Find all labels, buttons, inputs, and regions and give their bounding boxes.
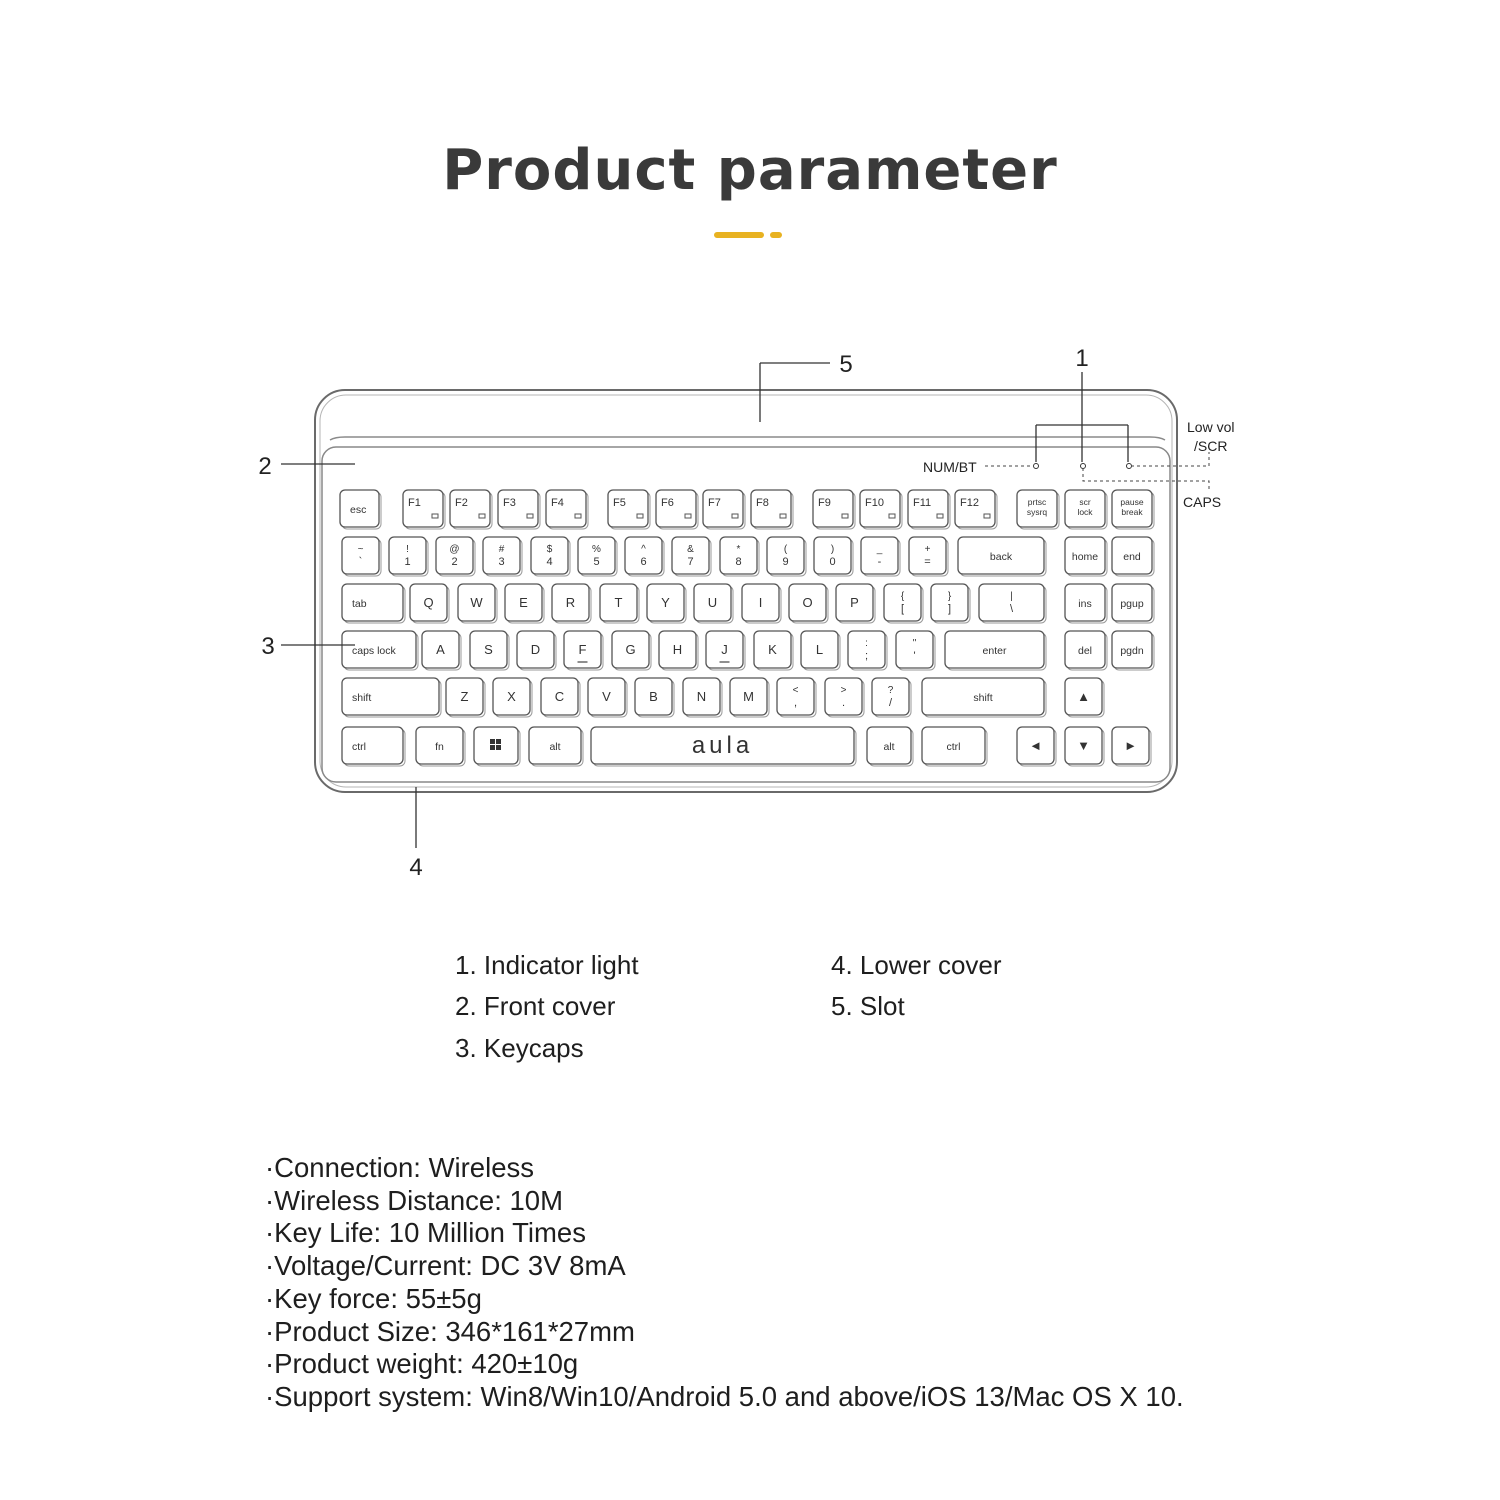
key-n [683, 678, 722, 717]
key-label: F9 [818, 497, 831, 509]
key-label: A [436, 642, 445, 657]
key-sym [777, 678, 816, 717]
key-label: alt [549, 741, 561, 753]
key-f [564, 631, 603, 670]
key-label-upper: ? [887, 685, 894, 696]
key-shift [922, 678, 1046, 717]
key-label-lower: ; [864, 650, 869, 662]
key-label: shift [352, 692, 372, 704]
key-label-lower: - [877, 556, 882, 568]
key-f4 [546, 490, 588, 529]
key-sym [861, 537, 900, 576]
key-f3 [498, 490, 540, 529]
key-ctrl [922, 727, 987, 766]
key-label: F2 [455, 497, 468, 509]
key-sym [342, 537, 381, 576]
key-label-upper: + [924, 544, 931, 555]
key-sym [1017, 727, 1056, 766]
key-p [836, 584, 875, 623]
key-label-lower: / [888, 697, 893, 709]
key-z [446, 678, 485, 717]
key-sym [848, 631, 887, 670]
key-b [635, 678, 674, 717]
spec-key-life: ·Key Life: 10 Million Times [265, 1217, 586, 1249]
key-label: F5 [613, 497, 626, 509]
key-label: F12 [960, 497, 979, 509]
key-sym [931, 584, 970, 623]
callout-3-number: 3 [261, 633, 275, 660]
spec-product-size: ·Product Size: 346*161*27mm [265, 1315, 635, 1347]
key-label: S [484, 642, 493, 657]
key-label: W [470, 595, 483, 610]
key-label-upper: ^ [641, 544, 646, 555]
key-t [600, 584, 639, 623]
key-3 [483, 537, 522, 576]
callout-1-number: 1 [1075, 345, 1089, 372]
key-label-upper: prtsc [1027, 497, 1047, 507]
key-del [1065, 631, 1107, 670]
key-sym [1065, 727, 1104, 766]
key-label: fn [435, 741, 444, 753]
legend-item-slot: 5. Slot [831, 991, 905, 1021]
key-label: F [578, 642, 587, 657]
key-2 [436, 537, 475, 576]
callout-2-number: 2 [258, 453, 272, 480]
key-label-lower: ' [913, 650, 916, 662]
key-label: F6 [661, 497, 674, 509]
key-sym [909, 537, 948, 576]
key-label-upper: " [912, 638, 917, 649]
key-f6 [656, 490, 698, 529]
spec-list [265, 1152, 1184, 1414]
windows-icon [490, 739, 495, 744]
spec-wireless-distance: ·Wireless Distance: 10M [265, 1184, 563, 1216]
legend-item-lower-cover: 4. Lower cover [831, 950, 1002, 980]
key-label-upper: { [900, 591, 905, 602]
page-title: Product parameter [442, 138, 1058, 203]
key-h [659, 631, 698, 670]
key-0 [814, 537, 853, 576]
key-6 [625, 537, 664, 576]
key-label: G [625, 642, 636, 657]
key-f5 [608, 490, 650, 529]
key-label-lower: 0 [829, 556, 836, 568]
key-sym [1112, 727, 1151, 766]
key-label-lower: = [924, 556, 931, 568]
key-a [422, 631, 461, 670]
key-sym [872, 678, 911, 717]
key-ins [1065, 584, 1107, 623]
key-c [541, 678, 580, 717]
key-f12 [955, 490, 997, 529]
key-label: Q [423, 595, 434, 610]
key-y [647, 584, 686, 623]
key-label-upper: ) [830, 544, 835, 555]
key-label-lower: 7 [687, 556, 694, 568]
key-label: X [507, 689, 516, 704]
key-v [588, 678, 627, 717]
key-o [789, 584, 828, 623]
key-label-lower: 2 [451, 556, 458, 568]
key-l [801, 631, 840, 670]
key-label: enter [982, 645, 1007, 657]
key-label-lower: [ [900, 603, 905, 615]
indicator-led [1127, 464, 1132, 469]
key-label-lower: \ [1009, 603, 1014, 615]
key-label-upper: | [1010, 591, 1013, 602]
key-label: Y [661, 595, 670, 610]
key-label-lower: , [793, 697, 798, 709]
key-label: F10 [865, 497, 884, 509]
key-label: K [768, 642, 777, 657]
key-label: U [707, 595, 718, 610]
key-9 [767, 537, 806, 576]
key-label-upper: pause [1120, 497, 1144, 507]
key-w [458, 584, 497, 623]
key-label: N [696, 689, 707, 704]
key-prtsc-sysrq [1017, 490, 1059, 529]
key-label-upper: : [865, 638, 868, 649]
key-label-upper: ! [406, 544, 409, 555]
indicator-led [1081, 464, 1086, 469]
key-label: del [1077, 645, 1093, 657]
key-k [754, 631, 793, 670]
callout-5-number: 5 [839, 351, 853, 378]
legend-item-front-cover: 2. Front cover [455, 991, 616, 1021]
key-label-upper: ~ [357, 544, 364, 555]
key-r [552, 584, 591, 623]
key-label-lower: sysrq [1026, 507, 1048, 517]
key-f2 [450, 490, 492, 529]
key-label: Z [460, 689, 469, 704]
key-j [706, 631, 745, 670]
key-caps-lock [342, 631, 418, 670]
key-f1 [403, 490, 445, 529]
key-label: C [554, 689, 565, 704]
spec-key-force: ·Key force: 55±5g [265, 1282, 482, 1314]
key-label: esc [350, 504, 367, 516]
key-label: H [672, 642, 683, 657]
caps-label: CAPS [1183, 494, 1222, 510]
key-fn [416, 727, 465, 766]
caps-leader [1083, 468, 1209, 490]
key-pgdn [1112, 631, 1154, 670]
key-label: D [530, 642, 541, 657]
key-x [493, 678, 532, 717]
key-label-lower: break [1121, 507, 1143, 517]
key-5 [578, 537, 617, 576]
key-label: F4 [551, 497, 564, 509]
key-label: ▲ [1077, 689, 1090, 704]
key-label-upper: _ [876, 544, 883, 555]
scr-label: /SCR [1194, 438, 1228, 454]
key-label-lower: 1 [404, 556, 411, 568]
key-label: back [989, 551, 1013, 563]
key-label: ▼ [1077, 738, 1090, 753]
key-label-upper: $ [546, 544, 553, 555]
key-label-upper: # [498, 544, 505, 555]
key-label-lower: 8 [735, 556, 742, 568]
key-g [612, 631, 651, 670]
key-label: F7 [708, 497, 721, 509]
key-label: T [614, 595, 623, 610]
key-ctrl [342, 727, 405, 766]
key-shift [342, 678, 441, 717]
key-scr-lock [1065, 490, 1107, 529]
windows-icon [490, 745, 495, 750]
key-label: caps lock [352, 645, 396, 657]
key-enter [945, 631, 1046, 670]
key-esc [340, 490, 381, 529]
key-end [1112, 537, 1154, 576]
key-d [517, 631, 556, 670]
spec-product-weight: ·Product weight: 420±10g [265, 1348, 579, 1380]
key-label-lower: 6 [640, 556, 647, 568]
key-label-upper: < [792, 685, 799, 696]
key-tab [342, 584, 405, 623]
key-label-upper: % [592, 544, 601, 555]
key-label-upper: @ [449, 544, 460, 555]
key-pgup [1112, 584, 1154, 623]
key-label-lower: 3 [498, 556, 505, 568]
key-aula [591, 727, 856, 766]
key-label: F1 [408, 497, 421, 509]
key-f8 [751, 490, 793, 529]
key-label: V [602, 689, 611, 704]
key-label: end [1123, 551, 1141, 563]
key-1 [389, 537, 428, 576]
key-label-lower: 5 [593, 556, 600, 568]
key-label: home [1071, 551, 1099, 563]
key-sym [979, 584, 1046, 623]
key-i [742, 584, 781, 623]
key-sym [1065, 678, 1104, 717]
key-label: I [758, 595, 763, 610]
spec-voltage-current: ·Voltage/Current: DC 3V 8mA [265, 1250, 626, 1282]
low-vol-label: Low vol [1187, 419, 1235, 435]
key-label: L [815, 642, 824, 657]
key-label-lower: 9 [782, 556, 789, 568]
spec-connection: ·Connection: Wireless [265, 1152, 534, 1183]
key-label-lower: ] [947, 603, 952, 615]
windows-icon [496, 739, 501, 744]
key-sym [825, 678, 864, 717]
key-label: F3 [503, 497, 516, 509]
key-label: E [519, 595, 528, 610]
key-label-upper: scr [1079, 497, 1091, 507]
key-m [730, 678, 769, 717]
key-label-lower: 4 [546, 556, 553, 568]
key-back [958, 537, 1046, 576]
key-label: R [565, 595, 576, 610]
key-alt [529, 727, 583, 766]
num-bt-label: NUM/BT [923, 459, 977, 475]
legend-item-keycaps: 3. Keycaps [455, 1033, 584, 1063]
callout-4-number: 4 [409, 854, 423, 881]
key-label: F8 [756, 497, 769, 509]
key-alt [867, 727, 913, 766]
key-label: tab [352, 598, 367, 610]
key-sym [896, 631, 935, 670]
key-f7 [703, 490, 745, 529]
slot-line [330, 437, 1165, 440]
key-e [505, 584, 544, 623]
windows-icon [496, 745, 501, 750]
key-q [410, 584, 449, 623]
key-label-upper: & [687, 544, 694, 555]
key-f9 [813, 490, 855, 529]
key-pause-break [1112, 490, 1154, 529]
brand-logo: aula [691, 732, 754, 759]
key-label: ctrl [946, 741, 961, 753]
key-label-lower: lock [1077, 507, 1093, 517]
key-label: shift [973, 692, 993, 704]
indicator-led [1034, 464, 1039, 469]
key-label: P [850, 595, 859, 610]
key-label: alt [883, 741, 895, 753]
key-label-upper: * [736, 544, 741, 555]
key-4 [531, 537, 570, 576]
key-7 [672, 537, 711, 576]
key-label-upper: > [840, 685, 847, 696]
key-8 [720, 537, 759, 576]
key-label: ins [1078, 598, 1092, 610]
key-label: pgdn [1120, 645, 1144, 657]
key-label: F11 [913, 497, 932, 509]
key-label: ctrl [352, 741, 366, 753]
key-windows [474, 727, 520, 766]
key-label-upper: } [947, 591, 952, 602]
spec-support-system: ·Support system: Win8/Win10/Android 5.0 and above/iOS 13/Mac OS X 10. [265, 1380, 1184, 1412]
legend-item-indicator-light: 1. Indicator light [455, 950, 639, 980]
key-u [694, 584, 733, 623]
key-sym [884, 584, 923, 623]
key-label: pgup [1120, 598, 1144, 610]
key-home [1065, 537, 1107, 576]
key-label: ◄ [1029, 738, 1042, 753]
key-f11 [908, 490, 950, 529]
key-label: O [802, 595, 813, 610]
key-label: B [649, 689, 658, 704]
key-label: M [743, 689, 754, 704]
key-label-upper: ( [783, 544, 788, 555]
key-label: ► [1124, 738, 1137, 753]
key-f10 [860, 490, 902, 529]
key-label: J [721, 642, 728, 657]
key-s [470, 631, 509, 670]
key-label-lower: . [841, 697, 846, 709]
key-label-lower: ` [358, 556, 363, 568]
